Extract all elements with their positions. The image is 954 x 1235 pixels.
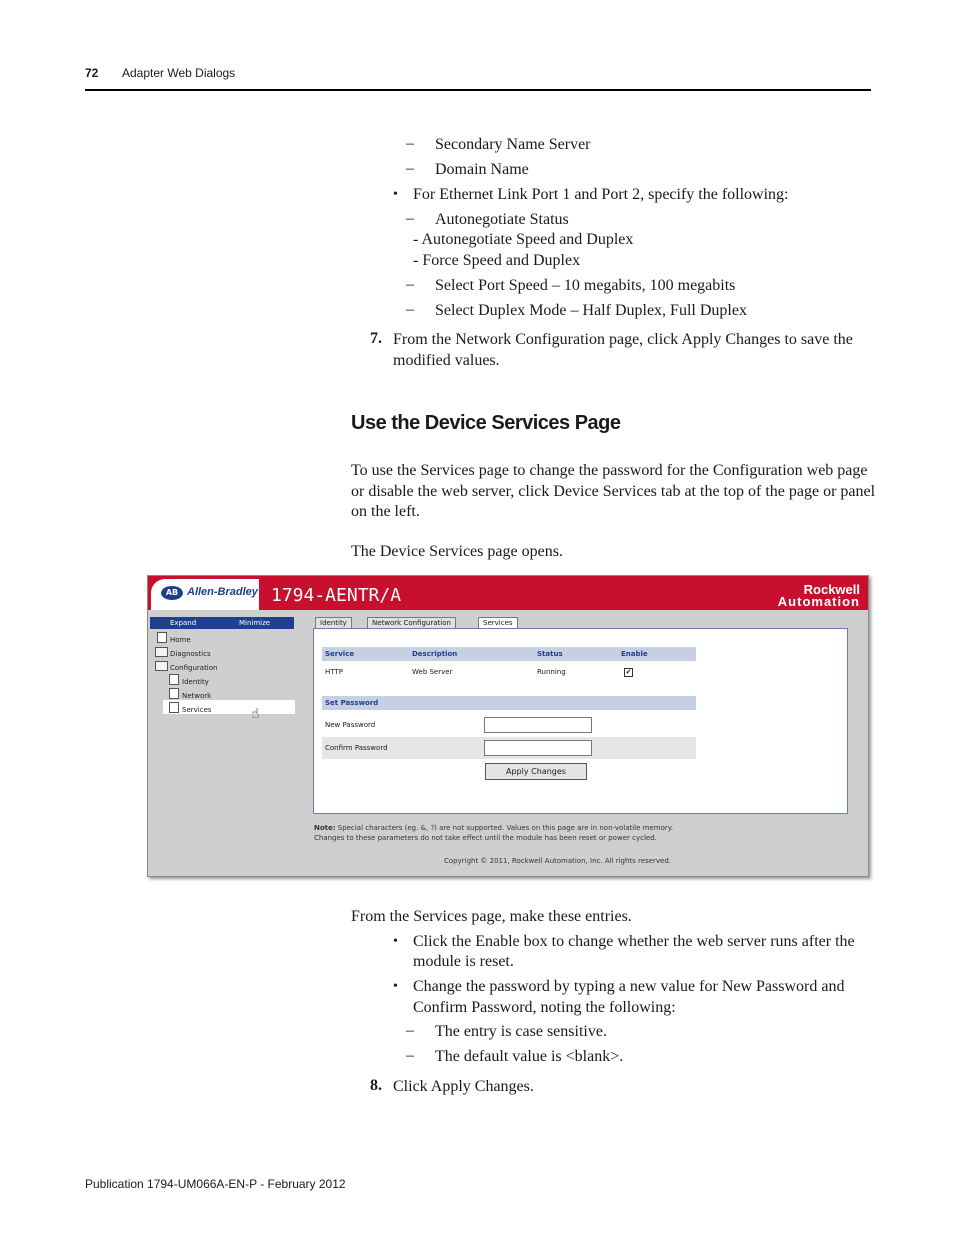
copyright: Copyright © 2011, Rockwell Automation, Inc. All rights reserved. <box>444 857 672 865</box>
confirm-password-row <box>322 737 696 759</box>
page-icon <box>169 688 179 699</box>
hand-cursor-icon: ☝ <box>251 706 260 722</box>
nav-bar <box>150 617 294 629</box>
table-row <box>322 665 696 679</box>
confirm-password-label: Confirm Password <box>325 744 388 752</box>
brand-name: Allen-Bradley <box>187 586 258 598</box>
note-line-1: Special characters (eg. &, ?) are not supported. Values on this page are in non-volatile memory. <box>335 824 674 832</box>
publication-footer: Publication 1794-UM066A-EN-P - February 2012 <box>85 1177 346 1191</box>
paragraph-line: or disable the web server, click Device Services tab at the top of the page or panel <box>351 483 876 500</box>
col-status: Status <box>537 650 563 658</box>
list-item: The default value is <blank>. <box>435 1048 624 1065</box>
paragraph-line: From the Services page, make these entries. <box>351 908 632 925</box>
services-panel <box>313 628 848 814</box>
dash-marker: – <box>406 301 414 318</box>
bullet-continuation: Confirm Password, noting the following: <box>413 999 676 1016</box>
table-header-row <box>322 647 696 661</box>
paragraph-line: To use the Services page to change the password for the Configuration web page <box>351 462 868 479</box>
dash-marker: – <box>406 135 414 152</box>
note-text <box>314 823 673 843</box>
new-password-label: New Password <box>325 721 376 729</box>
tree-item-services[interactable]: Services <box>182 706 212 714</box>
step-text: From the Network Configuration page, click Apply Changes to save the <box>393 331 853 348</box>
service-cell: HTTP <box>325 668 343 676</box>
new-password-row <box>322 715 696 735</box>
header-rule <box>85 89 871 91</box>
col-enable: Enable <box>621 650 648 658</box>
new-password-input[interactable] <box>484 717 592 733</box>
ab-logo-icon: AB <box>161 586 183 600</box>
page-number: 72 <box>85 66 99 80</box>
bullet-continuation: module is reset. <box>413 953 514 970</box>
apply-changes-button[interactable]: Apply Changes <box>485 763 587 780</box>
running-title: Adapter Web Dialogs <box>122 66 236 80</box>
page-icon <box>157 632 167 643</box>
enable-checkbox[interactable]: ✔ <box>625 668 632 676</box>
paragraph-line: on the left. <box>351 503 420 520</box>
bullet-item: • For Ethernet Link Port 1 and Port 2, specify the following: <box>413 185 789 205</box>
step-number: 8. <box>370 1077 382 1094</box>
step-text: Click Apply Changes. <box>393 1078 534 1095</box>
paragraph-line: The Device Services page opens. <box>351 543 563 560</box>
bullet-item: • Change the password by typing a new value for New Password and <box>413 977 844 997</box>
tree-item-configuration[interactable]: Configuration <box>170 664 218 672</box>
list-item: Autonegotiate Status <box>435 211 569 228</box>
device-services-screenshot <box>147 575 869 877</box>
tree-item-identity[interactable]: Identity <box>182 678 209 686</box>
list-item: The entry is case sensitive. <box>435 1023 607 1040</box>
dash-marker: – <box>406 1022 414 1039</box>
page-icon <box>169 702 179 713</box>
step-number: 7. <box>370 330 382 347</box>
dash-marker: – <box>406 210 414 227</box>
list-item: Select Duplex Mode – Half Duplex, Full Duplex <box>435 302 747 319</box>
password-header-row <box>322 696 696 710</box>
status-cell: Running <box>537 668 566 676</box>
sub-item: - Autonegotiate Speed and Duplex <box>413 231 634 248</box>
tree-item-network[interactable]: Network <box>182 692 212 700</box>
dash-marker: – <box>406 160 414 177</box>
tree-item-home[interactable]: Home <box>170 636 191 644</box>
minimize-link[interactable]: Minimize <box>239 619 271 627</box>
step-text: modified values. <box>393 352 500 369</box>
tab-network-configuration[interactable]: Network Configuration <box>367 617 456 629</box>
description-cell: Web Server <box>412 668 453 676</box>
expand-link[interactable]: Expand <box>170 619 197 627</box>
list-item: Select Port Speed – 10 megabits, 100 megabits <box>435 277 736 294</box>
banner <box>148 576 868 610</box>
tab-identity[interactable]: Identity <box>315 617 352 629</box>
set-password-heading: Set Password <box>325 699 379 707</box>
bullet-item: • Click the Enable box to change whether the web server runs after the <box>413 932 855 952</box>
note-line-2: Changes to these parameters do not take effect until the module has been reset or power cycled. <box>314 834 657 842</box>
model-title: 1794-AENTR/A <box>271 585 402 606</box>
list-item: Domain Name <box>435 161 529 178</box>
tab-services[interactable]: Services <box>478 617 518 629</box>
sub-item: - Force Speed and Duplex <box>413 252 581 269</box>
col-service: Service <box>325 650 355 658</box>
page-icon <box>169 674 179 685</box>
dash-marker: – <box>406 1047 414 1064</box>
section-heading: Use the Device Services Page <box>351 412 621 434</box>
note-label: Note: <box>314 824 336 832</box>
tree-item-diagnostics[interactable]: Diagnostics <box>170 650 211 658</box>
rockwell-logo-bottom: Automation <box>777 594 860 609</box>
rockwell-logo-top: Rockwell <box>803 582 860 597</box>
brand-tab <box>151 579 259 610</box>
folder-icon <box>155 647 168 657</box>
folder-open-icon <box>155 661 168 671</box>
list-item: Secondary Name Server <box>435 136 591 153</box>
confirm-password-input[interactable] <box>484 740 592 756</box>
dash-marker: – <box>406 276 414 293</box>
col-description: Description <box>412 650 458 658</box>
